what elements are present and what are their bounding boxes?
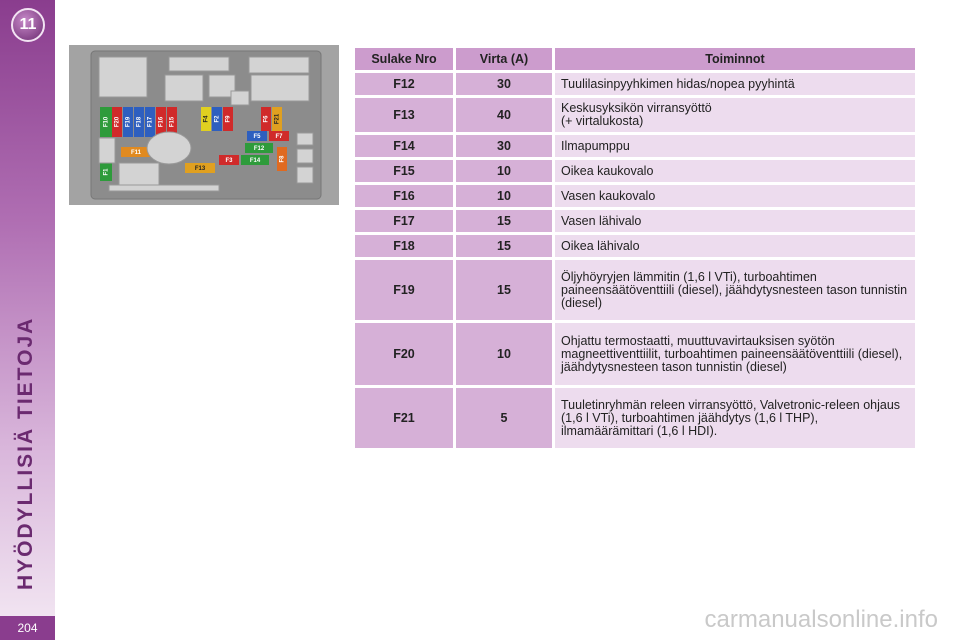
table-row — [355, 73, 915, 95]
fuse-current: 15 — [456, 260, 555, 320]
fuse-number: F14 — [355, 135, 456, 157]
fuse-number: F15 — [355, 160, 456, 182]
fuse-current: 30 — [456, 135, 555, 157]
fuse-label: F12 — [253, 146, 265, 152]
fuse-function: Ilmapumppu — [555, 135, 915, 157]
section-title: HYÖDYLLISIÄ TIETOJA — [14, 316, 37, 590]
fuse-number: F13 — [355, 98, 456, 132]
table-header — [355, 48, 915, 70]
header-function: Toiminnot — [555, 48, 915, 70]
fuse-current: 10 — [456, 160, 555, 182]
fuse-label: F9 — [225, 115, 232, 123]
fuse-label: F5 — [253, 134, 261, 140]
fuse-label: F14 — [249, 158, 261, 164]
header-current: Virta (A) — [456, 48, 555, 70]
page-number: 204 — [0, 616, 55, 640]
fuse-function: Tuuletinryhmän releen virransyöttö, Valvetronic-releen ohjaus (1,6 l VTi), turboahtimen jäähdytys (1,6 l THP), ilmamäärämittari (1,6 l HDI). — [555, 388, 915, 448]
fuse-label: F1 — [103, 168, 110, 176]
fuse-label: F3 — [225, 158, 233, 164]
table-row — [355, 135, 915, 157]
table-row — [355, 260, 915, 320]
fuse-label: F2 — [214, 115, 221, 123]
fuse-label: F15 — [169, 116, 176, 128]
fuse-label: F20 — [114, 116, 121, 128]
table-row — [355, 323, 915, 385]
table-row — [355, 235, 915, 257]
fuse-label: F10 — [103, 116, 110, 128]
fuse-current: 30 — [456, 73, 555, 95]
fuse-label: F19 — [125, 116, 132, 128]
fuse-label: F4 — [203, 115, 210, 123]
fuse-label: F16 — [158, 116, 165, 128]
fuse-current: 10 — [456, 185, 555, 207]
fuse-label: F17 — [147, 116, 154, 128]
fuse-label: F21 — [274, 113, 281, 125]
fuse-function: Öljyhöyryjen lämmitin (1,6 l VTi), turboahtimen paineensäätöventtiili (diesel), jäähdytysnesteen tason tunnistin (diesel) — [555, 260, 915, 320]
fuse-function: Oikea lähivalo — [555, 235, 915, 257]
fuse-number: F17 — [355, 210, 456, 232]
fuse-label: F18 — [136, 116, 143, 128]
fuse-label: F11 — [130, 150, 142, 156]
fuse-current: 15 — [456, 235, 555, 257]
sidebar — [0, 0, 55, 640]
table-row — [355, 210, 915, 232]
fuse-current: 40 — [456, 98, 555, 132]
fuse-label: F13 — [194, 166, 206, 172]
table-row — [355, 388, 915, 448]
fuse-function: Vasen lähivalo — [555, 210, 915, 232]
fuse-function: Oikea kaukovalo — [555, 160, 915, 182]
fuse-number: F20 — [355, 323, 456, 385]
fuse-number: F19 — [355, 260, 456, 320]
fuse-function: Ohjattu termostaatti, muuttuvavirtauksisen syötön magneettiventtiilit, turboahtimen paineensäätöventtiili (diesel), jäähdytysnesteen tason tunnistin (diesel) — [555, 323, 915, 385]
fuse-current: 5 — [456, 388, 555, 448]
fuse-number: F16 — [355, 185, 456, 207]
fuse-box-diagram — [69, 45, 339, 205]
fuse-box-svg — [69, 45, 339, 205]
fuse-current: 10 — [456, 323, 555, 385]
fuse-number: F21 — [355, 388, 456, 448]
table-row — [355, 160, 915, 182]
fuse-number: F12 — [355, 73, 456, 95]
table-row — [355, 98, 915, 132]
fuse-label: F6 — [263, 115, 270, 123]
fuse-label: F8 — [279, 155, 286, 163]
fuse-function: Vasen kaukovalo — [555, 185, 915, 207]
header-fuse: Sulake Nro — [355, 48, 456, 70]
fuse-function: Tuulilasinpyyhkimen hidas/nopea pyyhintä — [555, 73, 915, 95]
table-row — [355, 185, 915, 207]
watermark: carmanualsonline.info — [704, 606, 938, 633]
fuse-function: Keskusyksikön virransyöttö (+ virtalukosta) — [555, 98, 915, 132]
fuse-table — [355, 45, 915, 451]
fuse-label: F7 — [275, 134, 283, 140]
fuse-number: F18 — [355, 235, 456, 257]
fuse-current: 15 — [456, 210, 555, 232]
chapter-badge: 11 — [11, 8, 45, 42]
